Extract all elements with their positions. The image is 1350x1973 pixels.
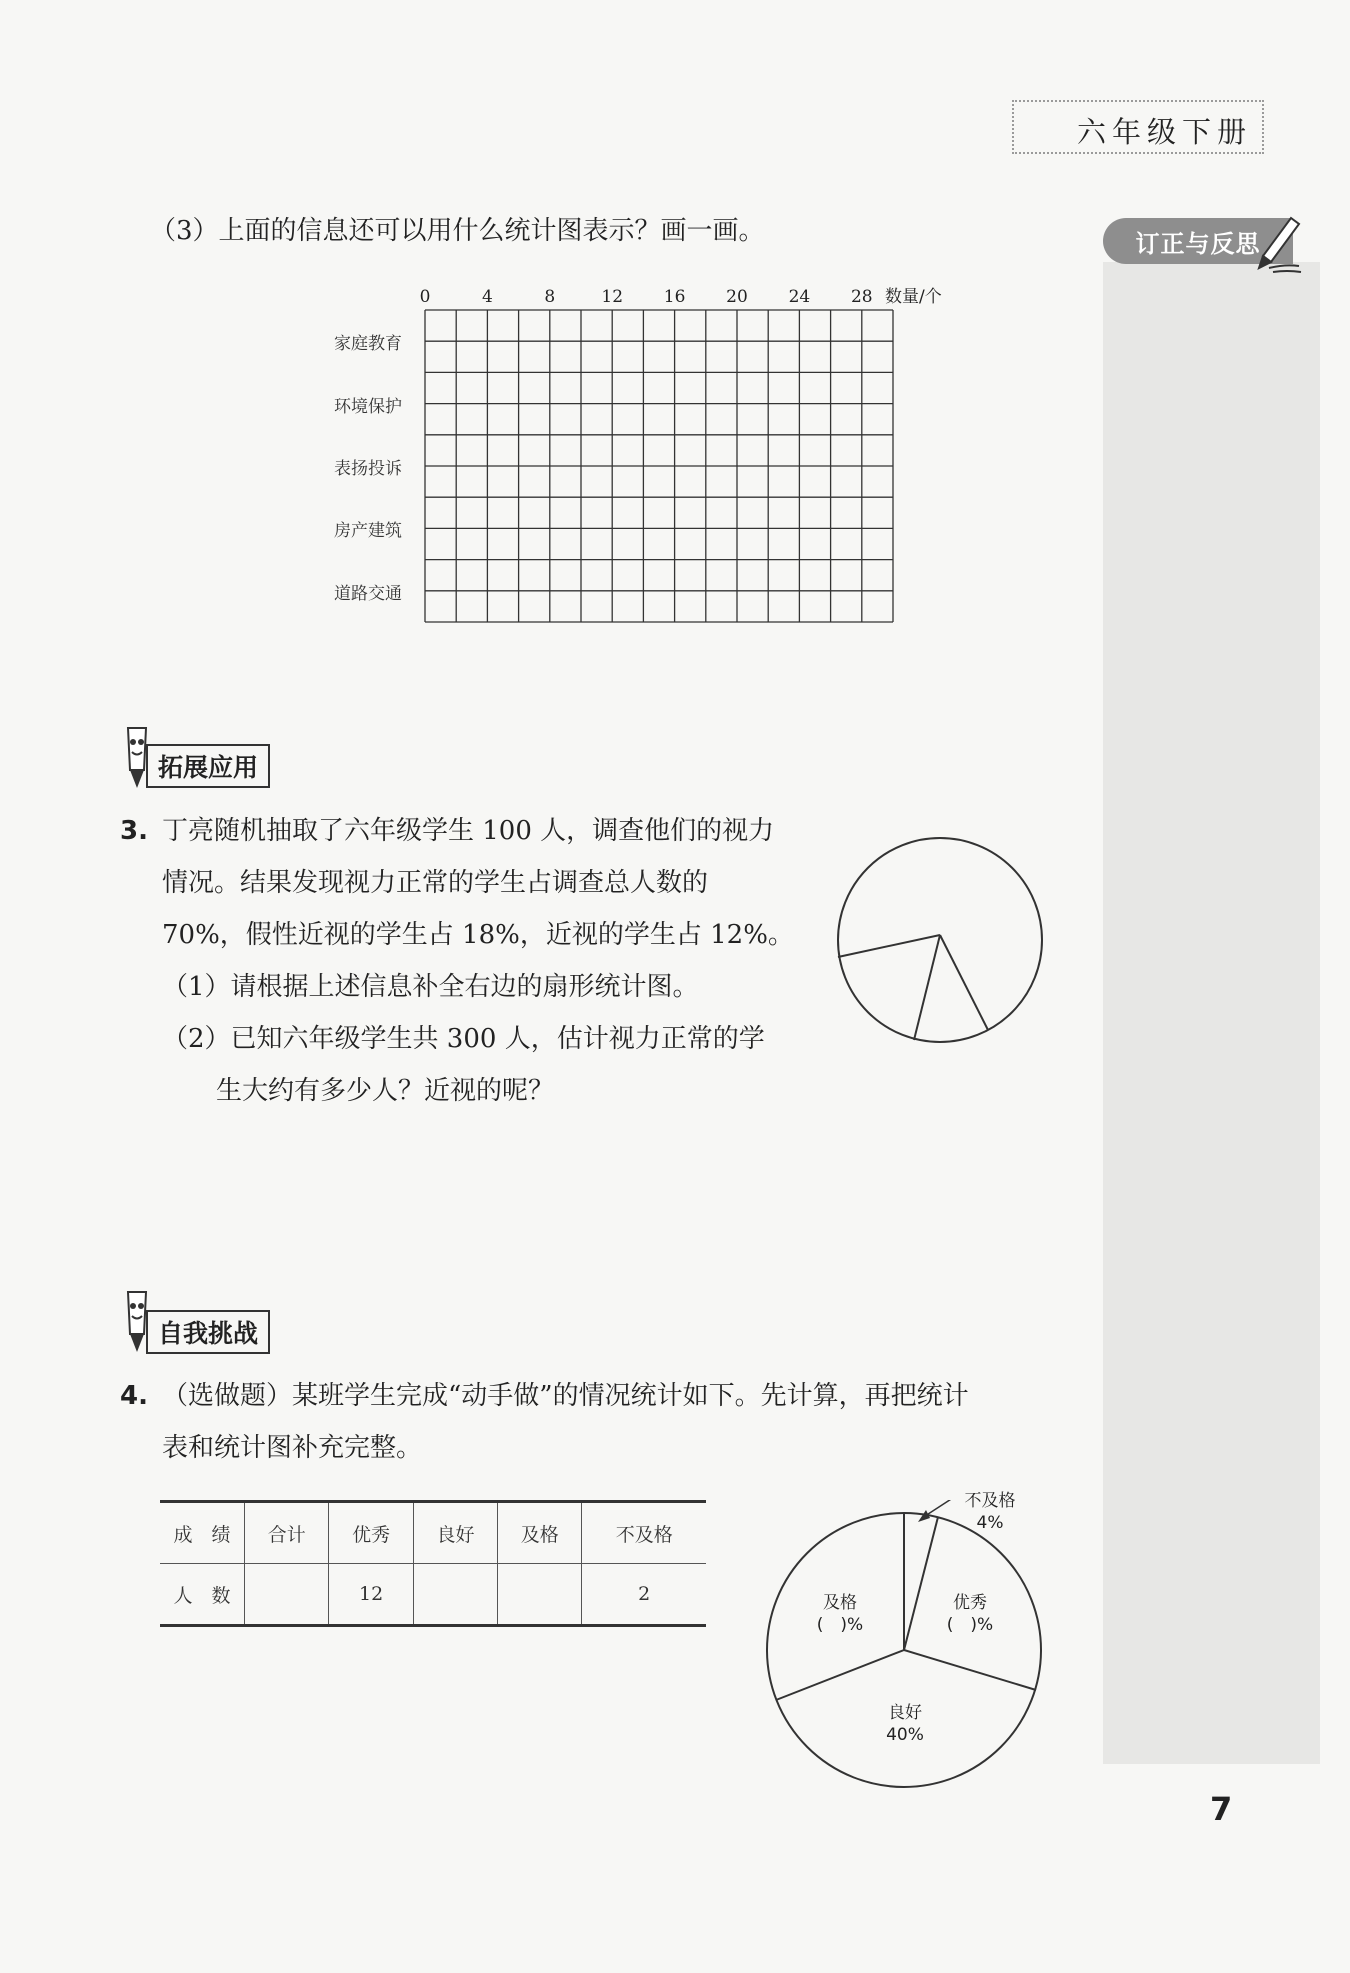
- x-tick-label: 12: [601, 287, 624, 307]
- question-3-line-3: 70%，假性近视的学生占 18%，近视的学生占 12%。: [162, 920, 794, 950]
- header-frame: [1012, 100, 1264, 154]
- x-tick-label: 8: [544, 287, 556, 307]
- pie-label-fail: [940, 1490, 1040, 1534]
- grade-pie-radius: [776, 1650, 904, 1700]
- question-3-part-2: （2）已知六年级学生共 300 人，估计视力正常的学: [162, 1024, 765, 1054]
- page-number: 7: [1210, 1790, 1233, 1828]
- pie-label-fail-name: 不及格: [964, 1491, 1016, 1511]
- x-tick-label: 20: [726, 287, 748, 307]
- table-header-cell: 合计: [245, 1502, 329, 1564]
- section-extend-application: 拓展应用: [146, 744, 270, 788]
- arrow-icon: [918, 1510, 930, 1522]
- question-3-number: 3.: [120, 816, 148, 846]
- pie-label-pass-pct[interactable]: ( )%: [816, 1615, 864, 1635]
- table-header-cell: 不及格: [582, 1502, 706, 1564]
- question-4-number: 4.: [120, 1381, 148, 1411]
- pie-label-good-pct: 40%: [886, 1725, 924, 1745]
- table-header-cell: 优秀: [329, 1502, 414, 1564]
- table-cell: 2: [582, 1564, 706, 1626]
- x-tick-label: 4: [481, 287, 493, 307]
- vision-pie-radius-3: [940, 935, 988, 1030]
- table-cell-total[interactable]: [245, 1564, 329, 1626]
- category-label: 房产建筑: [334, 521, 402, 542]
- category-label: 环境保护: [334, 396, 402, 417]
- category-label: 表扬投诉: [334, 459, 402, 479]
- pie-label-good: [865, 1702, 945, 1746]
- pie-label-pass-name: 及格: [823, 1593, 857, 1613]
- table-row: [160, 1564, 706, 1626]
- question-4-line-2: 表和统计图补充完整。: [162, 1433, 423, 1463]
- pie-label-excellent: [930, 1592, 1010, 1636]
- vision-pie-radius-2: [914, 935, 940, 1040]
- pie-label-fail-pct: 4%: [976, 1513, 1004, 1533]
- pie-label-excellent-pct[interactable]: ( )%: [946, 1615, 994, 1635]
- question-2-part-3: （3）上面的信息还可以用什么统计图表示？画一画。: [150, 216, 765, 246]
- section-self-challenge: 自我挑战: [146, 1310, 270, 1354]
- x-tick-label: 24: [788, 287, 811, 307]
- category-label: 道路交通: [334, 583, 402, 604]
- book-title: 六年级下册: [1063, 110, 1262, 151]
- vision-pie-radius-1: [838, 935, 940, 957]
- axis-label-x: 数量/个: [885, 287, 942, 307]
- table-header-row: [160, 1502, 706, 1564]
- notes-tab-label: 订正与反思: [1135, 229, 1261, 258]
- bar-chart-grid[interactable]: [320, 280, 980, 660]
- table-header-cell: 及格: [498, 1502, 582, 1564]
- table-cell: 12: [329, 1564, 414, 1626]
- category-label: 家庭教育: [334, 334, 402, 355]
- pie-label-good-name: 良好: [888, 1703, 922, 1723]
- x-tick-label: 16: [663, 287, 686, 307]
- pie-label-pass: [800, 1592, 880, 1636]
- pie-label-excellent-name: 优秀: [953, 1593, 987, 1613]
- x-tick-label: 28: [850, 287, 873, 307]
- vision-pie-chart[interactable]: [830, 830, 1050, 1050]
- table-cell-pass[interactable]: [498, 1564, 582, 1626]
- notes-column: [1103, 262, 1320, 1764]
- grade-pie-chart: [764, 1500, 1054, 1790]
- grade-pie-radius: [904, 1650, 1036, 1690]
- question-3-line-1: 丁亮随机抽取了六年级学生 100 人，调查他们的视力: [162, 816, 775, 846]
- table-header-cell: 良好: [413, 1502, 497, 1564]
- grade-table: [160, 1500, 706, 1627]
- question-4-line-1: （选做题）某班学生完成“动手做”的情况统计如下。先计算，再把统计: [162, 1381, 969, 1411]
- pencil-icon: [1255, 212, 1305, 274]
- question-3-line-2: 情况。结果发现视力正常的学生占调查总人数的: [162, 868, 709, 898]
- question-3-part-1: （1）请根据上述信息补全右边的扇形统计图。: [162, 972, 699, 1002]
- table-cell: 人 数: [160, 1564, 245, 1626]
- table-header-cell: 成 绩: [160, 1502, 245, 1564]
- vision-pie-outline: [838, 838, 1042, 1042]
- x-tick-label: 0: [419, 287, 431, 307]
- table-cell-good[interactable]: [413, 1564, 497, 1626]
- question-3-part-2-cont: 生大约有多少人？近视的呢？: [216, 1076, 555, 1106]
